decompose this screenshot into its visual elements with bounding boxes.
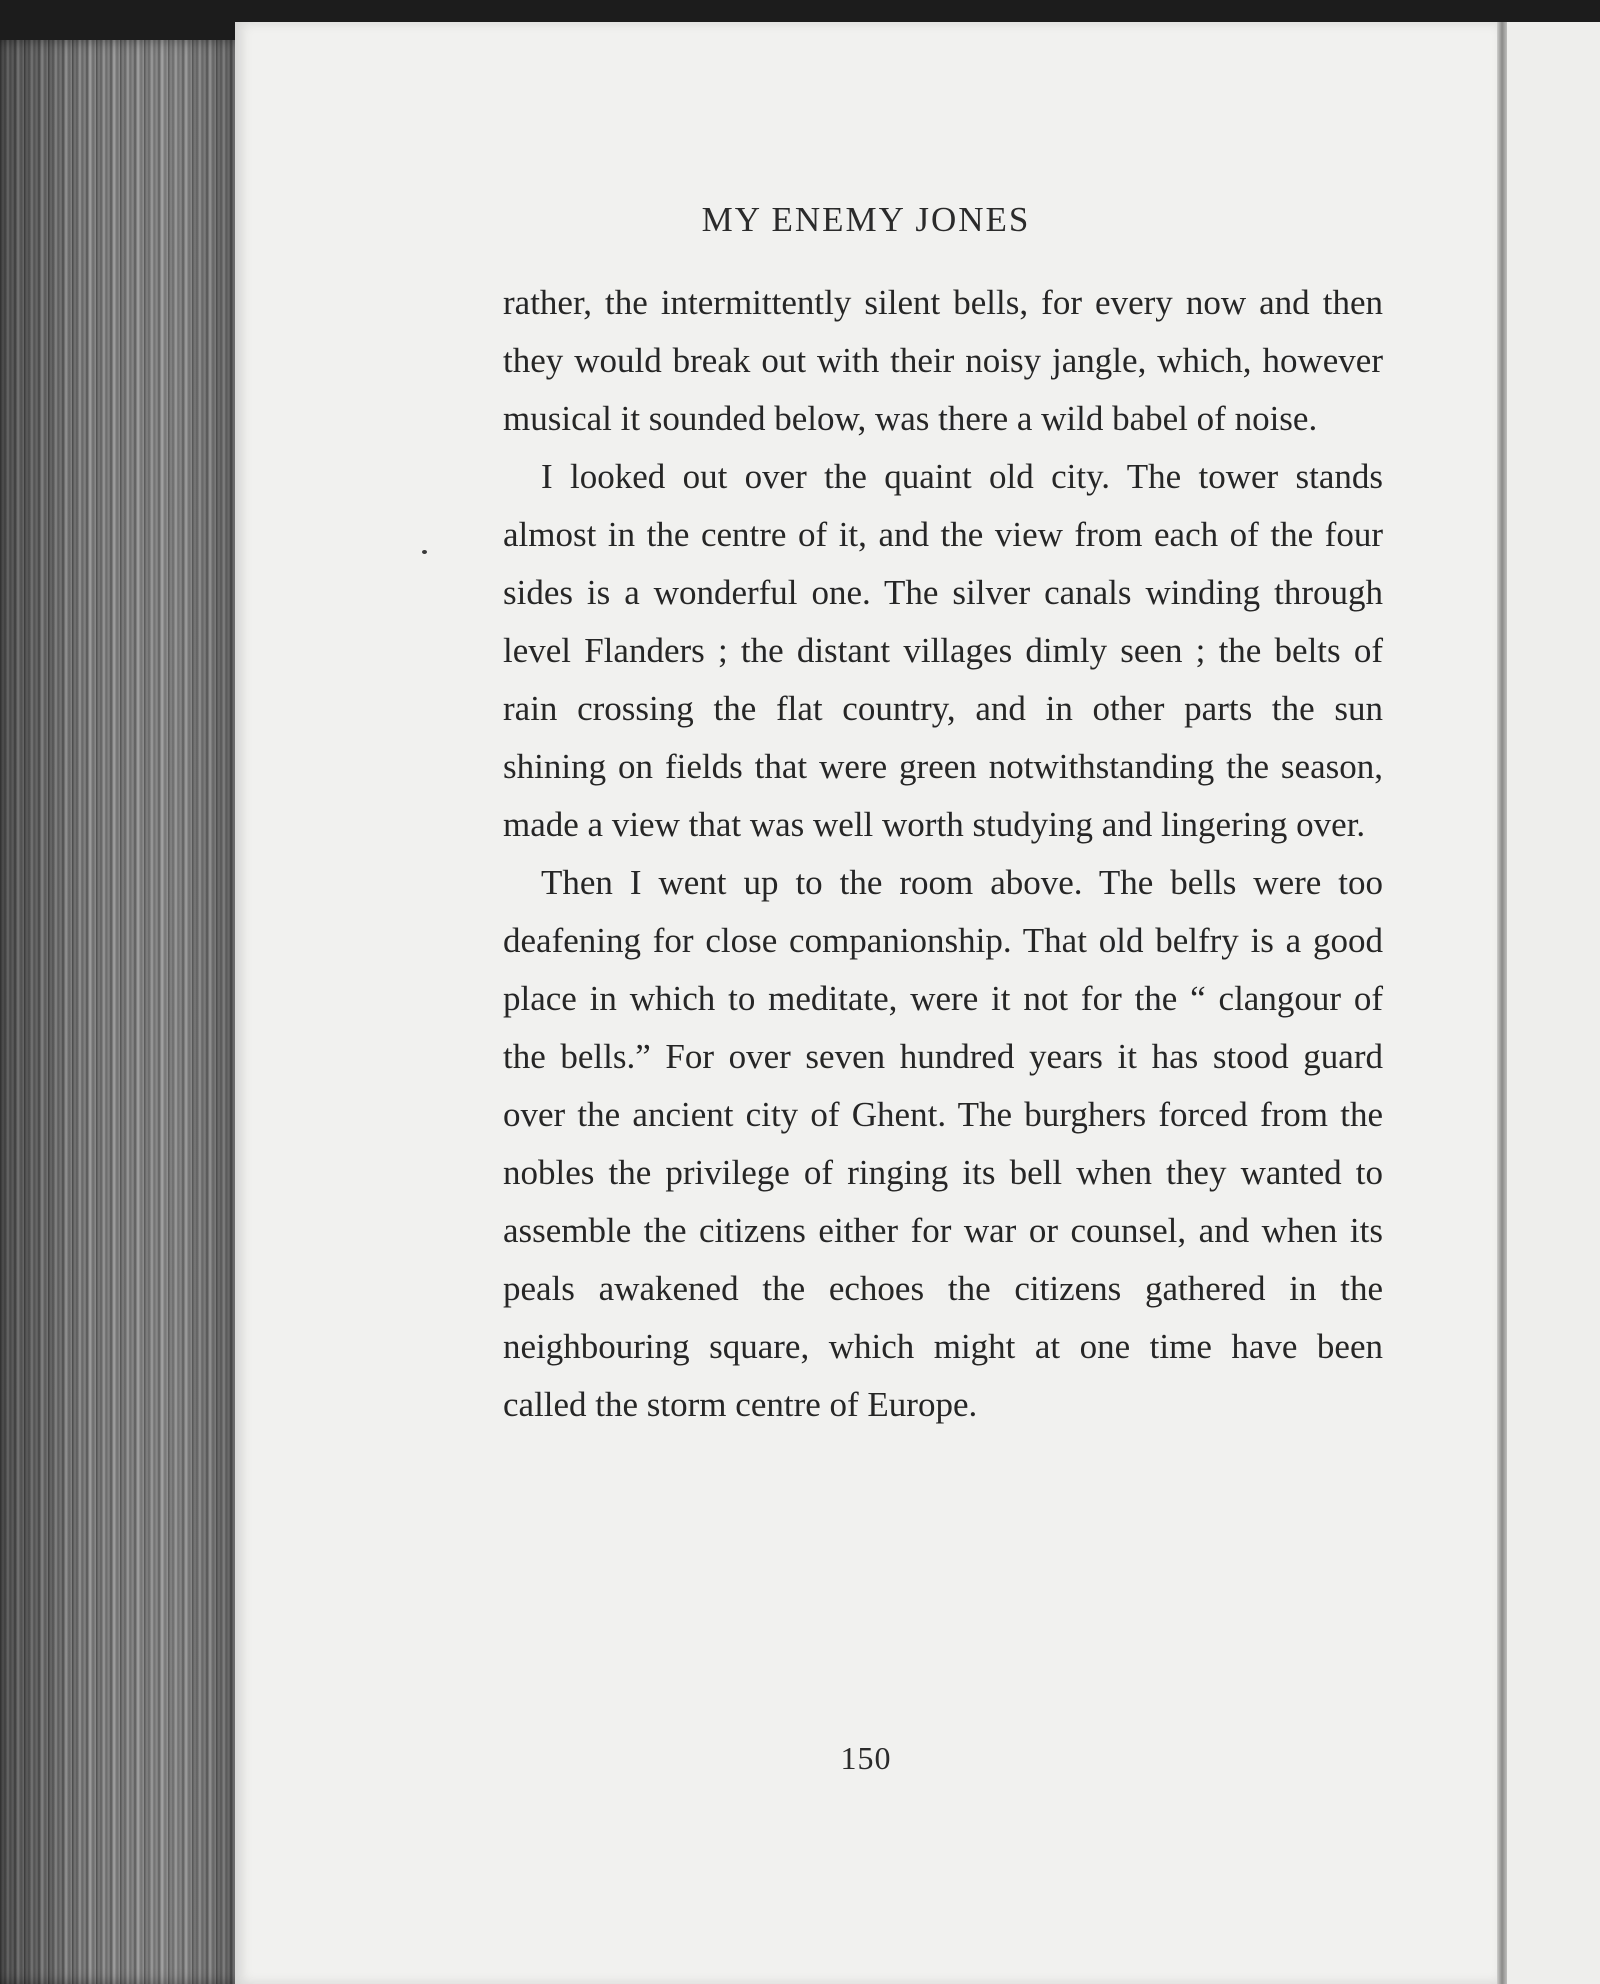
page-number: 150 <box>840 1740 892 1776</box>
book-fore-edge <box>0 40 245 1984</box>
ink-speck <box>422 550 427 554</box>
paragraph-1: rather, the intermittently silent bells, for every now and then they would break out with their noisy jangle, which, however musical it sounded below, was there a wild babel of noise. <box>503 283 1383 438</box>
body-text <box>503 274 1383 1434</box>
paragraph-2: I looked out over the quaint old city. The tower stands almost in the centre of it, and the view from each of the four sides is a wonderful one. The silver canals winding through level Flanders ; the distant villages dimly seen ; the belts of rain crossing the flat country, and in other parts the sun shining on fields that were green notwithstanding the season, made a view that was well worth studying and lingering over. <box>503 457 1383 844</box>
facing-page-edge <box>1507 22 1600 1984</box>
running-head: MY ENEMY JONES <box>701 200 1031 239</box>
book-page <box>235 22 1497 1984</box>
page-gutter <box>1497 22 1507 1984</box>
paragraph-3: Then I went up to the room above. The bells were too deafening for close companionship. That old belfry is a good place in which to meditate, were it not for the “ clangour of the bells.” For over seven hundred years it has stood guard over the ancient city of Ghent. The burghers forced from the nobles the privilege of ringing its bell when they wanted to assemble the citizens either for war or counsel, and when its peals awakened the echoes the citizens gathered in the neighbouring square, which might at one time have been called the storm centre of Europe. <box>503 863 1383 1424</box>
